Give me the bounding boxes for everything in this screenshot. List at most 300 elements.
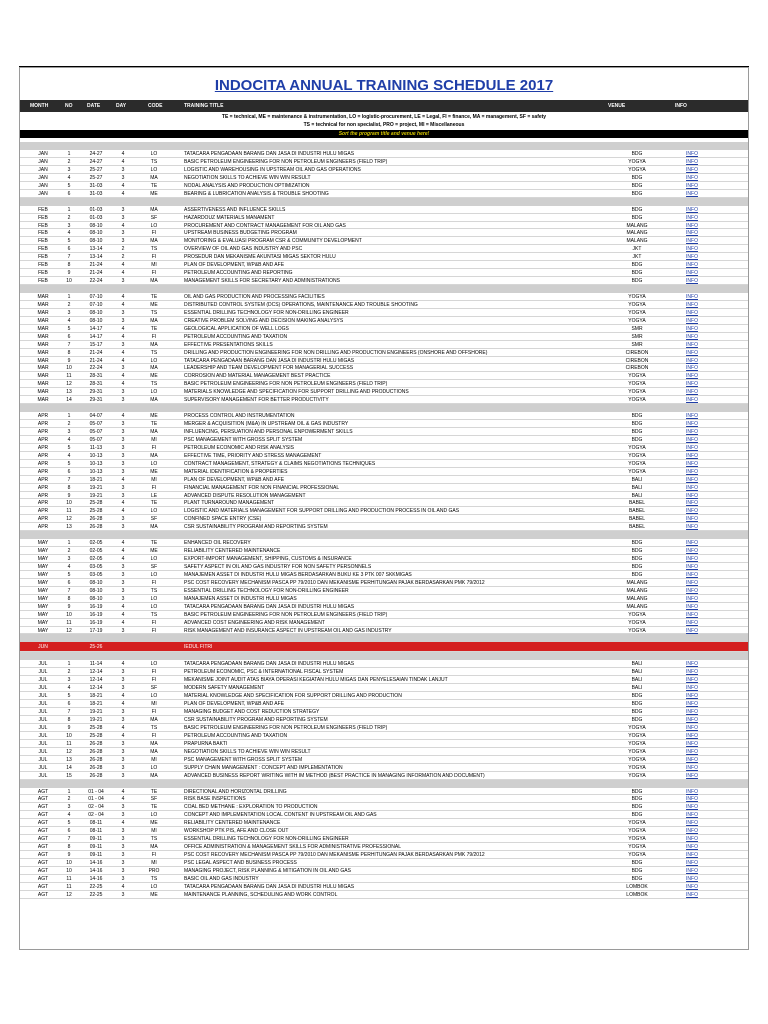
date-cell: 05-07 xyxy=(89,436,103,443)
no-cell: 9 xyxy=(67,270,71,277)
table-row xyxy=(20,341,748,349)
table-row xyxy=(20,412,748,420)
info-link[interactable]: INFO xyxy=(686,669,698,676)
no-cell: 7 xyxy=(67,341,71,348)
venue-cell: BDG xyxy=(631,206,643,213)
info-link[interactable]: INFO xyxy=(686,317,698,324)
table-row xyxy=(20,214,748,222)
venue-cell: BDG xyxy=(631,429,643,435)
training-title-cell: IEDUL FITRI xyxy=(184,644,213,651)
day-cell: 4 xyxy=(121,540,125,547)
day-cell: 4 xyxy=(121,693,125,700)
date-cell: 01 - 04 xyxy=(88,788,104,795)
code-cell: TS xyxy=(150,875,158,882)
info-link[interactable]: INFO xyxy=(686,516,698,523)
info-link[interactable]: INFO xyxy=(686,508,698,515)
info-link[interactable]: INFO xyxy=(686,158,698,165)
info-link[interactable]: INFO xyxy=(686,357,698,364)
info-link[interactable]: INFO xyxy=(686,452,698,459)
month-separator xyxy=(20,142,748,150)
code-cell: MA xyxy=(150,844,158,851)
info-link[interactable]: INFO xyxy=(686,796,698,803)
code-cell: FI xyxy=(151,709,157,716)
date-cell: 21-24 xyxy=(89,357,103,364)
info-link[interactable]: INFO xyxy=(686,764,698,771)
no-cell: 11 xyxy=(66,883,72,890)
venue-cell: CIREBON xyxy=(625,349,649,356)
day-cell: 4 xyxy=(121,325,125,332)
venue-cell: YOGYA xyxy=(628,444,646,451)
date-cell: 17-19 xyxy=(89,627,103,634)
month-cell: APR xyxy=(37,444,49,451)
info-link[interactable]: INFO xyxy=(686,429,698,435)
info-link[interactable]: INFO xyxy=(686,500,698,507)
day-cell: 4 xyxy=(121,373,125,380)
date-cell: 31-03 xyxy=(89,182,103,189)
no-cell: 11 xyxy=(66,875,72,882)
header-no: NO xyxy=(65,103,73,109)
info-link[interactable]: INFO xyxy=(686,571,698,578)
code-cell: SF xyxy=(150,516,158,523)
venue-cell: BDG xyxy=(631,540,643,547)
date-cell: 05-07 xyxy=(89,421,103,428)
no-cell: 8 xyxy=(67,844,71,851)
header-info: INFO xyxy=(675,103,687,109)
info-link[interactable]: INFO xyxy=(686,603,698,610)
training-title-cell: BEARING & LUBRICATION ANALYSIS & TROUBLE SHOOTING xyxy=(184,190,329,197)
day-cell: 3 xyxy=(121,564,125,570)
date-cell: 16-19 xyxy=(89,619,103,626)
sort-note[interactable]: Sort the program title and venue here! xyxy=(20,130,748,138)
table-row xyxy=(20,660,748,668)
info-link[interactable]: INFO xyxy=(686,812,698,819)
info-link[interactable]: INFO xyxy=(686,381,698,388)
info-link[interactable]: INFO xyxy=(686,836,698,843)
training-title-cell: RISK BASE INSPECTIONS xyxy=(184,796,246,803)
day-cell: 3 xyxy=(121,365,125,372)
no-cell: 2 xyxy=(67,158,71,165)
date-cell: 25-28 xyxy=(89,508,103,515)
code-cell: MA xyxy=(150,365,158,372)
date-cell: 16-19 xyxy=(89,603,103,610)
info-link[interactable]: INFO xyxy=(686,804,698,811)
month-cell: AGT xyxy=(37,804,49,811)
venue-cell: YOGYA xyxy=(628,452,646,459)
date-cell: 26-28 xyxy=(89,756,103,763)
code-cell: TE xyxy=(150,500,158,507)
info-link[interactable]: INFO xyxy=(686,151,698,157)
day-cell: 4 xyxy=(121,158,125,165)
training-title-cell: SAFETY ASPECT IN OIL AND GAS INDUSTRY FOR NON SAFETY PERSONNELS xyxy=(184,564,372,570)
info-link[interactable]: INFO xyxy=(686,413,698,420)
training-title-cell: SUPERVISORY MANAGEMENT FOR BETTER PRODUCTIVITY xyxy=(184,397,329,404)
day-cell: 3 xyxy=(121,764,125,771)
day-cell: 3 xyxy=(121,341,125,348)
venue-cell: BDG xyxy=(631,548,643,555)
info-link[interactable]: INFO xyxy=(686,740,698,747)
no-cell: 3 xyxy=(67,677,71,684)
training-title-cell: CONCEPT AND IMPLEMENTATION LOCAL CONTENT IN UPSTREAM OIL AND GAS xyxy=(184,812,377,819)
day-cell: 3 xyxy=(121,460,125,467)
info-link[interactable]: INFO xyxy=(686,579,698,586)
table-row xyxy=(20,460,748,468)
code-cell: FI xyxy=(151,627,157,634)
info-link[interactable]: INFO xyxy=(686,270,698,277)
month-cell: JUL xyxy=(38,772,48,779)
month-cell: JUL xyxy=(38,748,48,755)
table-row xyxy=(20,587,748,595)
training-title-cell: PROSEDUR DAN MEKANISME AKUNTASI MIGAS SEKTOR HULU xyxy=(184,254,336,261)
no-cell: 9 xyxy=(67,357,71,364)
training-title-cell: MANAJEMEN ASSET DI INDUSTRI HULU MIGAS xyxy=(184,595,297,602)
code-cell: LO xyxy=(150,661,158,668)
date-cell: 08-10 xyxy=(89,579,103,586)
info-link[interactable]: INFO xyxy=(686,436,698,443)
date-cell: 03-05 xyxy=(89,564,103,570)
day-cell: 3 xyxy=(121,421,125,428)
info-link[interactable]: INFO xyxy=(686,883,698,890)
day-cell: 3 xyxy=(121,595,125,602)
day-cell: 3 xyxy=(121,867,125,874)
code-cell: TS xyxy=(150,158,158,165)
venue-cell: YOGYA xyxy=(628,317,646,324)
table-row xyxy=(20,174,748,182)
code-cell: ME xyxy=(150,820,158,827)
training-title-cell: LEADERSHIP AND TEAM DEVELOPMENT FOR MANAGERIAL SUCCESS xyxy=(184,365,354,372)
info-link[interactable]: INFO xyxy=(686,859,698,866)
table-row xyxy=(20,603,748,611)
venue-cell: BDG xyxy=(631,421,643,428)
info-link[interactable]: INFO xyxy=(686,619,698,626)
no-cell: 13 xyxy=(66,389,72,396)
info-link[interactable]: INFO xyxy=(686,476,698,483)
table-row xyxy=(20,700,748,708)
info-link[interactable]: INFO xyxy=(686,389,698,396)
no-cell: 7 xyxy=(67,709,71,716)
table-row xyxy=(20,676,748,684)
info-link[interactable]: INFO xyxy=(686,820,698,827)
info-link[interactable]: INFO xyxy=(686,262,698,269)
date-cell: 07-10 xyxy=(89,301,103,308)
info-link[interactable]: INFO xyxy=(686,309,698,316)
info-link[interactable]: INFO xyxy=(686,724,698,731)
venue-cell: BDG xyxy=(631,709,643,716)
month-cell: MAR xyxy=(37,357,49,364)
info-link[interactable]: INFO xyxy=(686,460,698,467)
info-link[interactable]: INFO xyxy=(686,373,698,380)
date-cell: 13-14 xyxy=(89,254,103,261)
venue-cell: YOGYA xyxy=(628,836,646,843)
info-link[interactable]: INFO xyxy=(686,238,698,245)
training-title-cell: MANAGING PROJECT, RISK PLANNING & MITIGATION IN OIL AND GAS xyxy=(184,867,351,874)
info-link[interactable]: INFO xyxy=(686,844,698,851)
info-link[interactable]: INFO xyxy=(686,230,698,237)
no-cell: 6 xyxy=(67,468,71,475)
day-cell: 3 xyxy=(121,484,125,491)
table-row xyxy=(20,396,748,404)
table-row xyxy=(20,851,748,859)
table-row xyxy=(20,788,748,796)
code-cell: FI xyxy=(151,270,157,277)
code-cell: TS xyxy=(150,587,158,594)
day-cell: 3 xyxy=(121,627,125,634)
month-cell: APR xyxy=(37,468,49,475)
info-link[interactable]: INFO xyxy=(686,397,698,404)
no-cell: 4 xyxy=(67,812,71,819)
month-cell: AGT xyxy=(37,891,49,898)
date-cell: 01-03 xyxy=(89,206,103,213)
no-cell: 3 xyxy=(67,429,71,435)
legend-line-2: TS = technical for non specialist, PRO = project, MI = Miscellaneous xyxy=(303,122,465,128)
info-link[interactable]: INFO xyxy=(686,278,698,285)
month-cell: AGT xyxy=(37,820,49,827)
info-link[interactable]: INFO xyxy=(686,246,698,253)
info-link[interactable]: INFO xyxy=(686,301,698,308)
info-link[interactable]: INFO xyxy=(686,349,698,356)
info-link[interactable]: INFO xyxy=(686,294,698,300)
venue-cell: BDG xyxy=(631,796,643,803)
code-cell: MA xyxy=(150,748,158,755)
info-link[interactable]: INFO xyxy=(686,595,698,602)
month-cell: JAN xyxy=(38,166,48,173)
venue-cell: YOGYA xyxy=(628,764,646,771)
holiday-row xyxy=(20,642,748,652)
info-link[interactable]: INFO xyxy=(686,254,698,261)
info-link[interactable]: INFO xyxy=(686,190,698,197)
date-cell: 16-19 xyxy=(89,611,103,618)
venue-cell: BDG xyxy=(631,788,643,795)
info-link[interactable]: INFO xyxy=(686,828,698,835)
info-link[interactable]: INFO xyxy=(686,222,698,229)
date-cell: 25-27 xyxy=(89,166,103,173)
training-title-cell: TATACARA PENGADAAN BARANG DAN JASA DI INDUSTRI HULU MIGAS xyxy=(184,661,355,668)
info-link[interactable]: INFO xyxy=(686,587,698,594)
info-link[interactable]: INFO xyxy=(686,685,698,692)
month-cell: MAY xyxy=(37,595,49,602)
info-link[interactable]: INFO xyxy=(686,421,698,428)
venue-cell: LOMBOK xyxy=(626,891,648,898)
date-cell: 25-27 xyxy=(89,174,103,181)
code-cell: LO xyxy=(150,460,158,467)
code-cell: FI xyxy=(151,677,157,684)
month-cell: APR xyxy=(37,429,49,435)
training-title-cell: DISTRIBUTED CONTROL SYSTEM (DCS) OPERATIONS, MAINTENANCE AND TROUBLE SHOOTING xyxy=(184,301,418,308)
code-cell: TE xyxy=(150,421,158,428)
info-link[interactable]: INFO xyxy=(686,677,698,684)
venue-cell: BDG xyxy=(631,262,643,269)
info-link[interactable]: INFO xyxy=(686,206,698,213)
code-cell: LO xyxy=(150,595,158,602)
no-cell: 1 xyxy=(67,294,71,300)
month-cell: JUL xyxy=(38,740,48,747)
day-cell: 3 xyxy=(121,859,125,866)
code-cell: ME xyxy=(150,373,158,380)
training-title-cell: PSC LEGAL ASPECT AND BUSINESS PROCESS xyxy=(184,859,297,866)
venue-cell: MALANG xyxy=(626,230,648,237)
training-title-cell: GEOLOGICAL APPLICATION OF WELL LOGS xyxy=(184,325,289,332)
training-title-cell: PROCESS CONTROL AND INSTRUMENTATION xyxy=(184,413,295,420)
info-link[interactable]: INFO xyxy=(686,875,698,882)
info-link[interactable]: INFO xyxy=(686,564,698,570)
code-cell: ME xyxy=(150,413,158,420)
code-cell: FI xyxy=(151,484,157,491)
date-cell: 08-10 xyxy=(89,309,103,316)
month-separator xyxy=(20,404,748,412)
info-link[interactable]: INFO xyxy=(686,709,698,716)
info-link[interactable]: INFO xyxy=(686,468,698,475)
info-link[interactable]: INFO xyxy=(686,611,698,618)
date-cell: 12-14 xyxy=(89,669,103,676)
venue-cell: BALI xyxy=(631,484,643,491)
code-cell: FI xyxy=(151,230,157,237)
info-link[interactable]: INFO xyxy=(686,214,698,221)
info-link[interactable]: INFO xyxy=(686,891,698,898)
info-link[interactable]: INFO xyxy=(686,852,698,858)
month-cell: APR xyxy=(37,476,49,483)
day-cell: 4 xyxy=(121,357,125,364)
code-cell: LO xyxy=(150,764,158,771)
info-link[interactable]: INFO xyxy=(686,717,698,723)
month-cell: MAR xyxy=(37,294,49,300)
info-link[interactable]: INFO xyxy=(686,166,698,173)
training-title-cell: OVERVIEW OF OIL AND GAS INDUSTRY AND PSC xyxy=(184,246,303,253)
info-link[interactable]: INFO xyxy=(686,548,698,555)
no-cell: 9 xyxy=(67,724,71,731)
month-cell: FEB xyxy=(38,230,48,237)
table-row xyxy=(20,803,748,811)
info-link[interactable]: INFO xyxy=(686,492,698,499)
day-cell: 4 xyxy=(121,270,125,277)
venue-cell: YOGYA xyxy=(628,828,646,835)
table-row xyxy=(20,277,748,285)
no-cell: 1 xyxy=(67,661,71,668)
month-cell: AGT xyxy=(37,875,49,882)
date-cell: 22-25 xyxy=(89,891,103,898)
venue-cell: BDG xyxy=(631,717,643,723)
date-cell: 22-25 xyxy=(89,883,103,890)
date-cell: 05-07 xyxy=(89,429,103,435)
month-cell: APR xyxy=(37,508,49,515)
code-cell: MA xyxy=(150,174,158,181)
info-link[interactable]: INFO xyxy=(686,484,698,491)
date-cell: 24-27 xyxy=(89,151,103,157)
info-link[interactable]: INFO xyxy=(686,701,698,708)
no-cell: 10 xyxy=(66,867,72,874)
no-cell: 4 xyxy=(67,452,71,459)
no-cell: 8 xyxy=(67,595,71,602)
table-row xyxy=(20,555,748,563)
info-link[interactable]: INFO xyxy=(686,182,698,189)
date-cell: 08-10 xyxy=(89,317,103,324)
info-link[interactable]: INFO xyxy=(686,867,698,874)
training-title-cell: TATACARA PENGADAAN BARANG DAN JASA DI INDUSTRI HULU MIGAS xyxy=(184,357,355,364)
info-link[interactable]: INFO xyxy=(686,756,698,763)
date-cell: 19-21 xyxy=(89,484,103,491)
month-separator xyxy=(20,285,748,293)
info-link[interactable]: INFO xyxy=(686,748,698,755)
date-cell: 25-26 xyxy=(89,644,103,651)
month-cell: APR xyxy=(37,452,49,459)
info-link[interactable]: INFO xyxy=(686,365,698,372)
info-link[interactable]: INFO xyxy=(686,341,698,348)
info-link[interactable]: INFO xyxy=(686,540,698,547)
training-title-cell: CREATIVE PROBLEM SOLVING AND DECISION MAKING ANALYSYS xyxy=(184,317,344,324)
venue-cell: BDG xyxy=(631,564,643,570)
date-cell: 02-05 xyxy=(89,548,103,555)
day-cell: 3 xyxy=(121,772,125,779)
code-cell: TS xyxy=(150,381,158,388)
info-link[interactable]: INFO xyxy=(686,556,698,563)
month-cell: APR xyxy=(37,421,49,428)
info-link[interactable]: INFO xyxy=(686,524,698,531)
info-link[interactable]: INFO xyxy=(686,693,698,700)
table-row xyxy=(20,222,748,230)
day-cell: 3 xyxy=(121,429,125,435)
code-cell: FI xyxy=(151,619,157,626)
info-link[interactable]: INFO xyxy=(686,661,698,668)
info-link[interactable]: INFO xyxy=(686,732,698,739)
training-title-cell: ADVANCED BUSINESS REPORT WRITING WITH IM METHOD (BEST PRACTICE IN MANAGING INFORMATION AND DOCUMENT) xyxy=(184,772,485,779)
day-cell: 4 xyxy=(121,381,125,388)
info-link[interactable]: INFO xyxy=(686,772,698,779)
date-cell: 26-28 xyxy=(89,748,103,755)
month-cell: MAR xyxy=(37,341,49,348)
no-cell: 5 xyxy=(67,820,71,827)
date-cell: 19-21 xyxy=(89,492,103,499)
no-cell: 12 xyxy=(66,381,72,388)
table-row xyxy=(20,428,748,436)
date-cell: 09-11 xyxy=(89,836,103,843)
training-title-cell: ESSENTIAL DRILLING TECHNOLOGY FOR NON-DRILLING ENGINEER xyxy=(184,587,349,594)
day-cell: 3 xyxy=(121,444,125,451)
info-link[interactable]: INFO xyxy=(686,788,698,795)
day-cell: 4 xyxy=(121,349,125,356)
date-cell: 14-17 xyxy=(89,333,103,340)
no-cell: 13 xyxy=(66,756,72,763)
info-link[interactable]: INFO xyxy=(686,333,698,340)
info-link[interactable]: INFO xyxy=(686,325,698,332)
info-link[interactable]: INFO xyxy=(686,444,698,451)
date-cell: 21-24 xyxy=(89,270,103,277)
month-cell: FEB xyxy=(38,214,48,221)
training-title-cell: CONFINED SPACE ENTRY (CSE) xyxy=(184,516,262,523)
month-cell: JUL xyxy=(38,764,48,771)
code-cell: MA xyxy=(150,452,158,459)
no-cell: 4 xyxy=(67,685,71,692)
code-cell: LO xyxy=(150,389,158,396)
info-link[interactable]: INFO xyxy=(686,174,698,181)
day-cell: 3 xyxy=(121,579,125,586)
month-cell: MAR xyxy=(37,325,49,332)
training-title-cell: DIRECTIONAL AND HORIZONTAL DRILLING xyxy=(184,788,287,795)
month-separator xyxy=(20,652,748,660)
no-cell: 10 xyxy=(66,732,72,739)
code-cell: MA xyxy=(150,397,158,404)
training-title-cell: PRAPURNA BAKTI xyxy=(184,740,228,747)
venue-cell: BALI xyxy=(631,476,643,483)
training-title-cell: TATACARA PENGADAAN BARANG DAN JASA DI INDUSTRI HULU MIGAS xyxy=(184,883,355,890)
date-cell: 07-10 xyxy=(89,294,103,300)
code-cell: SF xyxy=(150,796,158,803)
code-cell: MA xyxy=(150,524,158,531)
info-link[interactable]: INFO xyxy=(686,627,698,634)
venue-cell: BABEL xyxy=(628,524,646,531)
table-row xyxy=(20,245,748,253)
date-cell: 12-14 xyxy=(89,677,103,684)
date-cell: 25-28 xyxy=(89,500,103,507)
date-cell: 19-21 xyxy=(89,717,103,723)
training-title-cell: MANAGEMENT SKILLS FOR SECRETARY AND ADMINISTRATIONS xyxy=(184,278,340,285)
